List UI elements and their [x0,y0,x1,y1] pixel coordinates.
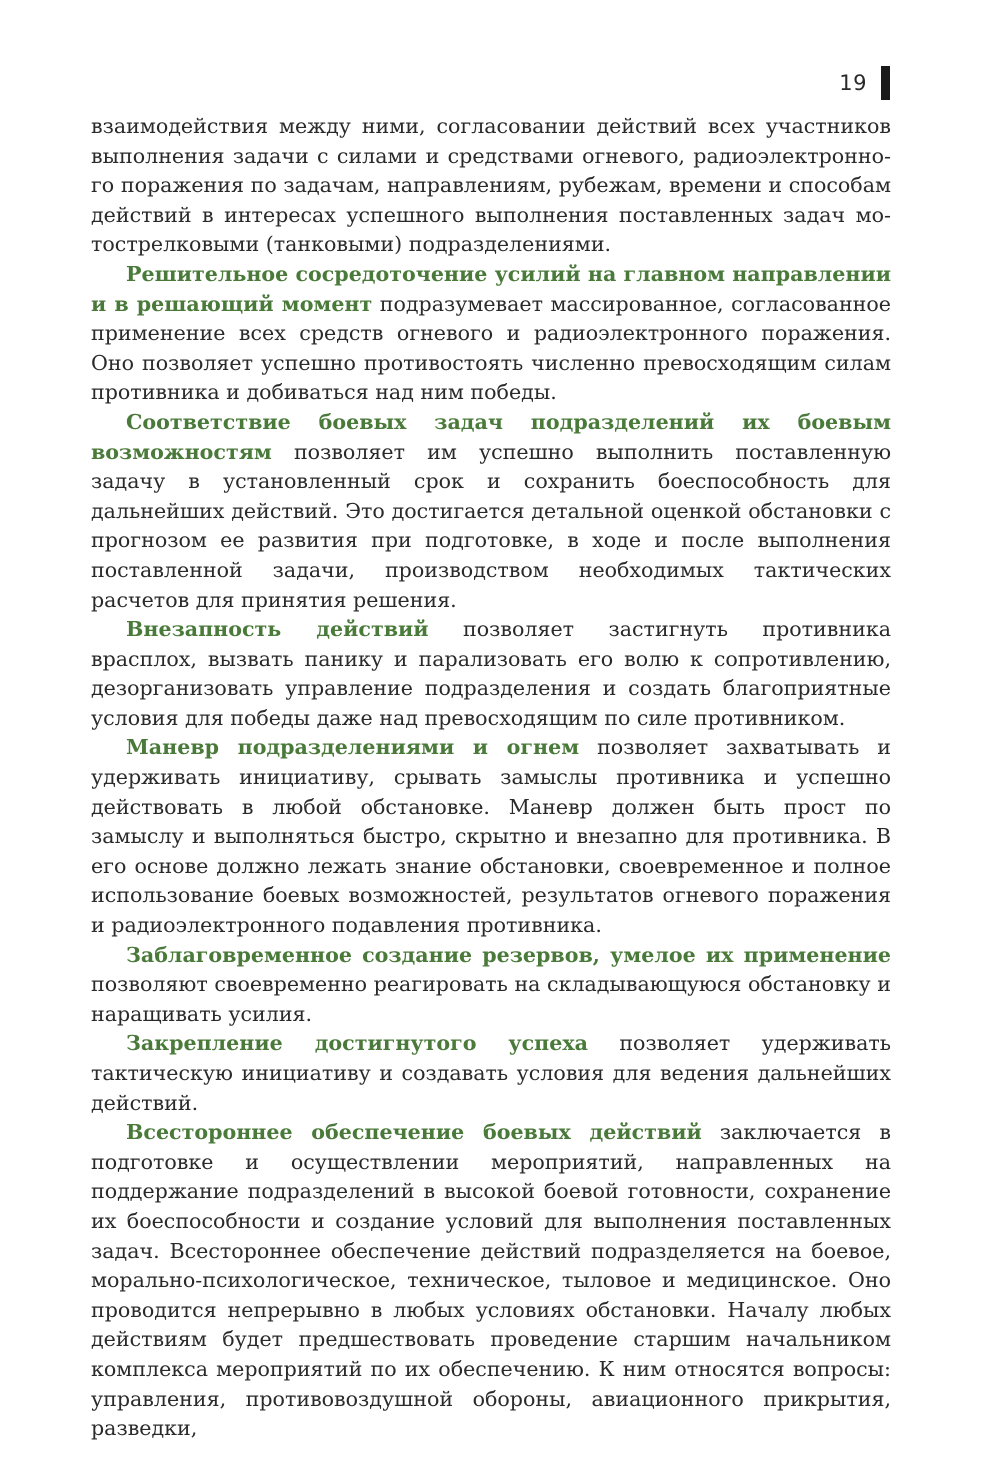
paragraph [91,733,891,940]
paragraph-text: позволяет застигнуть противника врасплох, вызвать панику и парализовать его волю к сопротивлению, дезорганизовать управление подразделения и создать благоприятные условия для победы даже над превосходящим по силе противником. [91,617,891,730]
paragraph-lead-term: Соответствие боевых задач подразделений их боевым возможностям [91,409,891,464]
paragraph [91,941,891,1030]
paragraph-lead-term: Всестороннее обеспечение боевых действий [126,1120,702,1145]
paragraph [91,1029,891,1118]
paragraph-text: позволяет захватывать и удерживать инициативу, срывать замыслы противника и успешно действовать в любой обстановке. Маневр должен быть прост по замыслу и выполняться быстро, скрытно и внезапно для противника. В его основе должно лежать знание обстановки, своевременное и полное использование боевых возможностей, результатов огневого поражения и радиоэлектронного подавления противника. [91,735,892,938]
paragraph-text: позволяет удерживать тактическую инициативу и создавать условия для ведения дальнейших действий. [91,1031,891,1115]
paragraph [91,260,891,408]
page-number: 19 [839,71,867,95]
paragraph-lead-term: Решительное сосредоточение усилий на главном направлении и в решающий момент [91,261,891,316]
page-folio [839,66,890,100]
paragraph-lead-term: Закрепление достигнутого успеха [126,1031,588,1056]
page-marker-bar [881,66,890,100]
paragraph [91,408,891,615]
paragraph-text: подразумевает массированное, согласованное применение всех средств огневого и радиоэлектронного поражения. Оно позволяет успешно противостоять численно превосходящим силам противника и добиваться над ним победы. [91,291,891,405]
paragraph [91,615,891,733]
paragraph-text: заключается в подготовке и осуществлении мероприятий, направленных на поддержание подразделений в высокой боевой готовности, сохранение их боеспособности и создание условий для выполнения поставленных задач. Всестороннее обеспечение действий подразделяется на боевое, морально-психологическое, техническое, тыловое и медицинское. Оно проводится непрерывно в любых условиях обстановки. Началу любых действиям будет предшествовать проведение старшим начальником комплекса мероприятий по их обеспечению. К ним относятся вопросы: управления, противовоздушной обороны, авиационного прикрытия, разведки, [91,1120,892,1441]
paragraph-text: позволяет им успешно выполнить поставленную задачу в установленный срок и сохранить боеспособность для дальнейших действий. Это достигается детальной оценкой обстановки с прогнозом ее развития при подготовке, в ходе и после выполнения поставленной задачи, производством необходимых тактических расчетов для принятия решения. [91,439,891,612]
paragraph [91,112,891,260]
paragraph-lead-term: Маневр подразделениями и огнем [126,735,580,760]
body-text [91,112,891,1444]
paragraph-lead-term: Заблаговременное создание резервов, умелое их применение [126,942,891,967]
paragraph [91,1118,891,1444]
paragraph-lead-term: Внезапность действий [126,617,429,642]
paragraph-text: взаимодействия между ними, согласовании действий всех участников выполнения задачи с силами и средствами огневого, радиоэлектронного поражения по задачам, направлениям, рубежам, времени и способам действий в интересах успешного выполнения поставленных задач мотострелковыми (танковыми) подразделениями. [91,114,891,257]
paragraph-text: позволяют своевременно реагировать на складывающуюся обстановку и наращивать усилия. [91,972,891,1026]
